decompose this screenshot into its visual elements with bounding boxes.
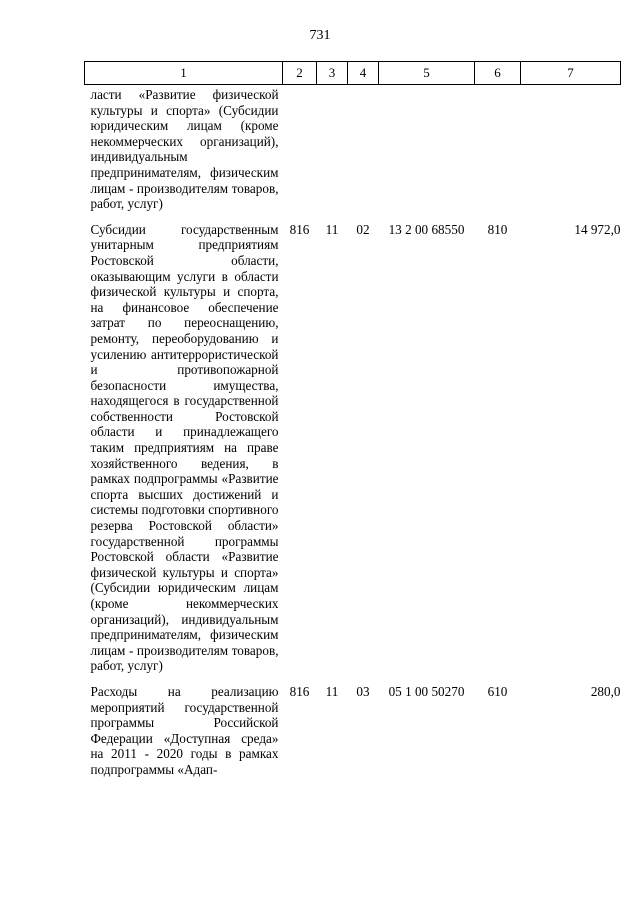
row-amount: 280,0 — [590, 683, 621, 699]
table-header-row — [85, 62, 621, 85]
page-number: 731 — [309, 28, 331, 43]
row-amount: 14 972,0 — [574, 221, 621, 237]
column-header: 2 — [283, 62, 317, 85]
column-header: 3 — [317, 62, 348, 85]
row-subsection-code: 03 — [356, 683, 370, 699]
column-header: 4 — [348, 62, 379, 85]
column-header: 7 — [521, 62, 621, 85]
row-expense-type: 610 — [487, 683, 508, 699]
row-description: ласти «Развитие физической культуры и спорта» (Субсидии юридическим лицам (кроме некоммерческих организаций), индивидуальным предпринимателям, физическим лицам - производителям товаров, работ, услуг) — [90, 87, 279, 212]
row-ministry-code — [283, 85, 317, 212]
row-description: Расходы на реализацию мероприятий государственной программы Российской Федерации «Доступная среда» на 2011 - 2020 годы в рамках подпрограммы «Адап- — [90, 683, 279, 777]
table-row — [85, 212, 621, 674]
row-description: Субсидии государственным унитарным предприятиям Ростовской области, оказывающим услуги в области физической культуры и спорта, на финансовое обеспечение затрат по переоснащению, ремонту, переоборудованию и усилению антитеррористической и противопожарной безопасности имущества, находящегося в государственной собственности Ростовской области и принадлежащего таким предприятиям на праве хозяйственного ведения, в рамках подпрограммы «Развитие спорта высших достижений и системы подготовки спортивного резерва Ростовской области» государственной программы Ростовской области «Развитие физической культуры и спорта» (Субсидии юридическим лицам (кроме некоммерческих организаций), индивидуальным предпринимателям, физическим лицам - производителям товаров, работ, услуг) — [90, 221, 279, 674]
table-row — [85, 85, 621, 212]
row-section-code: 11 — [325, 221, 339, 237]
row-subsection-code: 02 — [356, 221, 370, 237]
row-expense-type — [475, 85, 521, 212]
row-target-code: 05 1 00 50270 — [388, 683, 465, 699]
row-ministry-code: 816 — [289, 221, 310, 237]
row-section-code: 11 — [325, 683, 339, 699]
table-row — [85, 674, 621, 778]
row-amount — [521, 85, 621, 212]
row-ministry-code: 816 — [289, 683, 310, 699]
budget-table — [84, 61, 621, 778]
column-header: 6 — [475, 62, 521, 85]
column-header: 5 — [379, 62, 475, 85]
row-target-code — [379, 85, 475, 212]
row-section-code — [317, 85, 348, 212]
row-subsection-code — [348, 85, 379, 212]
row-target-code: 13 2 00 68550 — [388, 221, 465, 237]
row-expense-type: 810 — [487, 221, 508, 237]
column-header: 1 — [85, 62, 283, 85]
